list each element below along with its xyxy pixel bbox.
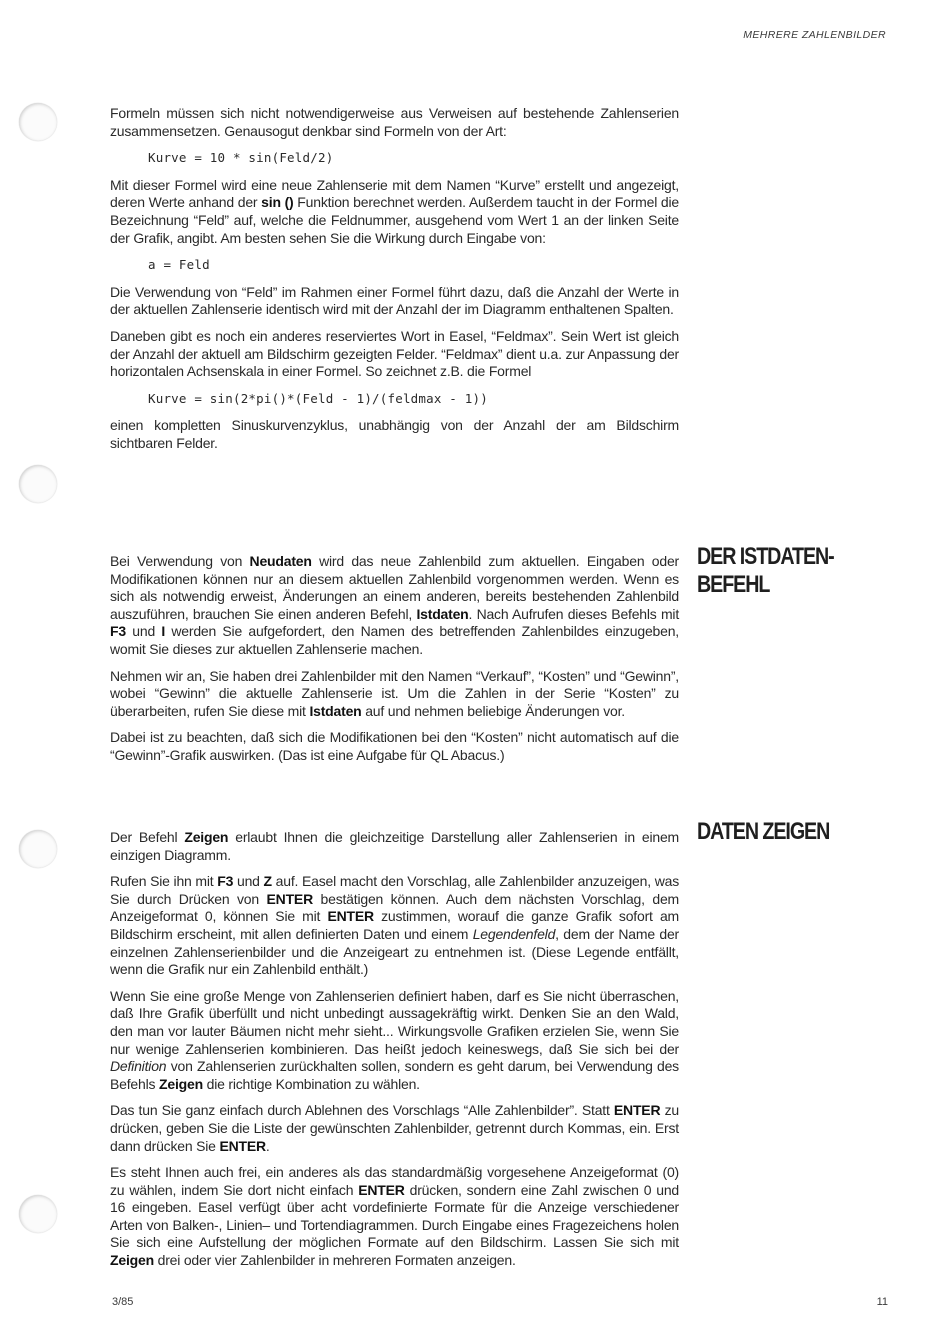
- paragraph: [110, 177, 679, 247]
- paragraph: [110, 1102, 679, 1155]
- keyword: ENTER: [358, 1181, 405, 1198]
- section-daten-zeigen: [110, 829, 679, 1279]
- punch-hole: [19, 465, 57, 503]
- text: wird das neue Zahlenbild zum aktuellen. Eingaben oder Modifikationen können nur an diesem aktuellen Zahlenbild vorgenommen werden. Wenn es sich als notwendig erweist, Änderungen an einem anderen, bereits bestehenden Zahlenbild auszuführen, brauchen Sie einen anderen Befehl,: [110, 553, 679, 622]
- text: bestätigen können. Auch dem nächsten Vorschlag, dem Anzeigeformat 0, können Sie mit: [110, 890, 679, 925]
- keyword: I: [161, 623, 166, 640]
- keyword: Zeigen: [110, 1252, 154, 1269]
- code-example: Kurve = sin(2*pi()*(Feld - 1)/(feldmax - 1)): [148, 390, 488, 406]
- keyword: Istdaten: [416, 605, 469, 622]
- text: Mit dieser Formel wird eine neue Zahlenserie mit dem Namen “Kurve” erstellt und angezeigt, deren Werte anhand der: [110, 176, 679, 211]
- paragraph: [110, 1164, 679, 1270]
- paragraph: [110, 328, 679, 381]
- text: , dem der Name der einzelnen Zahlenserienbilder und die Anzeigeart zu entnehmen ist. (Diese Legende entfällt, wenn die Grafik nur ein Zahlenbild enthält.): [110, 925, 679, 978]
- text: Bei Verwendung von: [110, 553, 250, 569]
- keyword: Istdaten: [309, 702, 362, 719]
- italic-term: Legendenfeld: [472, 925, 556, 942]
- page-number: 11: [876, 1296, 888, 1308]
- text: Daneben gibt es noch ein anderes reserviertes Wort in Easel, “Feldmax”. Sein Wert ist gleich der Anzahl der aktuell am Bildschirm gezeigten Felder. “Feldmax” dient u.a. zur Anpassung der horizontalen Achsenskala in einer Formel. So zeichnet z.B. die Formel: [110, 327, 679, 380]
- paragraph: [110, 284, 679, 319]
- text: Das tun Sie ganz einfach durch Ablehnen des Vorschlags “Alle Zahlenbilder”. Statt: [110, 1102, 614, 1119]
- keyword: Z: [263, 873, 272, 890]
- keyword: ENTER: [266, 890, 313, 907]
- section-heading-daten-zeigen: [697, 818, 861, 846]
- text: werden Sie aufgefordert, den Namen des betreffenden Zahlenbildes einzugeben, womit Sie dieses zur aktuellen Zahlenserie machen.: [110, 623, 679, 657]
- text: drücken, sondern eine Zahl zwischen 0 und 16 eingeben. Easel verfügt über acht vordefinierte Formate für die Anzeige verschiedener Arten von Balken-, Linien– und Tortendiagrammen. Durch Eingabe eines Fragezeichens holen Sie sich eine Aufstellung der möglichen Formate auf den Bildschirm. Lassen Sie sich mit: [110, 1181, 679, 1251]
- keyword: Neudaten: [249, 553, 312, 569]
- section-istdaten: [110, 553, 679, 774]
- keyword: ENTER: [327, 908, 374, 925]
- text: Funktion berechnet werden. Außerdem taucht in der Formel die Bezeichnung “Feld” auf, welche die Feldnummer, ausgehend vom Wert 1 an der linken Seite der Grafik, angibt. Am besten sehen Sie die Wirkung durch Eingabe von:: [110, 194, 679, 246]
- text: Es steht Ihnen auch frei, ein anderes als das standardmäßig vorgesehene Anzeigeformat (0) zu wählen, indem Sie dort nicht einfach: [110, 1164, 679, 1198]
- text: auf. Easel macht den Vorschlag, alle Zahlenbilder anzuzeigen, was Sie durch Drücken von: [110, 873, 679, 907]
- heading-line: BEFEHL: [697, 571, 770, 598]
- keyword: F3: [217, 873, 234, 890]
- code-example: Kurve = 10 * sin(Feld/2): [148, 150, 334, 166]
- section-formulas: [110, 105, 679, 462]
- keyword: Zeigen: [184, 829, 229, 845]
- punch-hole: [19, 103, 57, 141]
- text: . Nach Aufrufen dieses Befehls mit: [468, 605, 680, 622]
- heading-line: DATEN ZEIGEN: [697, 818, 830, 845]
- text: und: [233, 873, 264, 890]
- paragraph: [110, 873, 679, 979]
- text: drei oder vier Zahlenbilder in mehreren Formaten anzeigen.: [153, 1252, 516, 1269]
- paragraph: [110, 105, 679, 140]
- keyword: ENTER: [219, 1137, 266, 1154]
- text: die richtige Kombination zu wählen.: [202, 1075, 420, 1092]
- keyword: Zeigen: [159, 1075, 203, 1092]
- paragraph: [110, 729, 679, 764]
- text: Formeln müssen sich nicht notwendigerweise aus Verweisen auf bestehende Zahlenserien zusammensetzen. Genausogut denkbar sind Formeln von der Art:: [110, 105, 679, 139]
- text: einen kompletten Sinuskurvenzyklus, unabhängig von der Anzahl der am Bildschirm sichtbaren Felder.: [110, 417, 679, 451]
- paragraph: [110, 553, 679, 659]
- paragraph: [110, 668, 679, 721]
- code-example: a = Feld: [148, 257, 210, 273]
- paragraph: [110, 988, 679, 1094]
- paragraph: [110, 417, 679, 452]
- text: von Zahlenserien zurückhalten sollen, sondern es geht darum, bei Verwendung des Befehls: [110, 1058, 679, 1092]
- text: Die Verwendung von “Feld” im Rahmen einer Formel führt dazu, daß die Anzahl der Werte in der aktuellen Zahlenserie identisch wird mit der Anzahl der im Diagramm enthaltenen Spalten.: [110, 283, 679, 318]
- text: Der Befehl: [110, 829, 185, 845]
- text: Wenn Sie eine große Menge von Zahlenserien definiert haben, darf es Sie nicht überraschen, daß Ihre Grafik überfüllt und nicht unbedingt aussagekräftig wirkt. Denken Sie an den Wald, den man vor lauter Bäumen nicht mehr sieht... Wirkungsvolle Grafiken erzielen Sie, wenn Sie nur wenige Zahlenserien kombinieren. Das heißt jedoch keineswegs, daß Sie sich bei der: [110, 987, 679, 1057]
- punch-hole: [19, 1195, 57, 1233]
- text: und: [125, 623, 162, 640]
- paragraph: [110, 829, 679, 864]
- text: zustimmen, worauf die ganze Grafik sofort am Bildschirm erscheint, mit allen definierten Daten und einem: [110, 908, 679, 942]
- keyword: sin (): [261, 194, 294, 211]
- text: erlaubt Ihnen die gleichzeitige Darstellung aller Zahlenserien in einem einzigen Diagramm.: [110, 829, 679, 863]
- text: zu drücken, geben Sie die Liste der gewünschten Zahlenbilder, getrennt durch Kommas, ein. Erst dann drücken Sie: [110, 1102, 679, 1154]
- text: Nehmen wir an, Sie haben drei Zahlenbilder mit den Namen “Verkauf”, “Kosten” und “Gewinn”, wobei “Gewinn” die aktuelle Zahlenserie ist. Um die Zahlen in der Serie “Kosten” zu überarbeiten, rufen Sie diese mit: [110, 667, 679, 719]
- punch-hole: [19, 830, 57, 868]
- italic-term: Definition: [110, 1058, 167, 1075]
- running-header: MEHRERE ZAHLENBILDER: [743, 29, 886, 41]
- text: Rufen Sie ihn mit: [110, 873, 218, 890]
- section-heading-istdaten: [697, 543, 861, 599]
- text: .: [265, 1137, 270, 1154]
- keyword: F3: [110, 623, 126, 640]
- text: Dabei ist zu beachten, daß sich die Modifikationen bei den “Kosten” nicht automatisch auf die “Gewinn”-Grafik auswirken. (Das ist eine Aufgabe für QL Abacus.): [110, 729, 679, 763]
- footer-date: 3/85: [112, 1296, 134, 1308]
- text: auf und nehmen beliebige Änderungen vor.: [361, 702, 625, 719]
- keyword: ENTER: [613, 1102, 661, 1119]
- heading-line: DER ISTDATEN-: [697, 543, 834, 570]
